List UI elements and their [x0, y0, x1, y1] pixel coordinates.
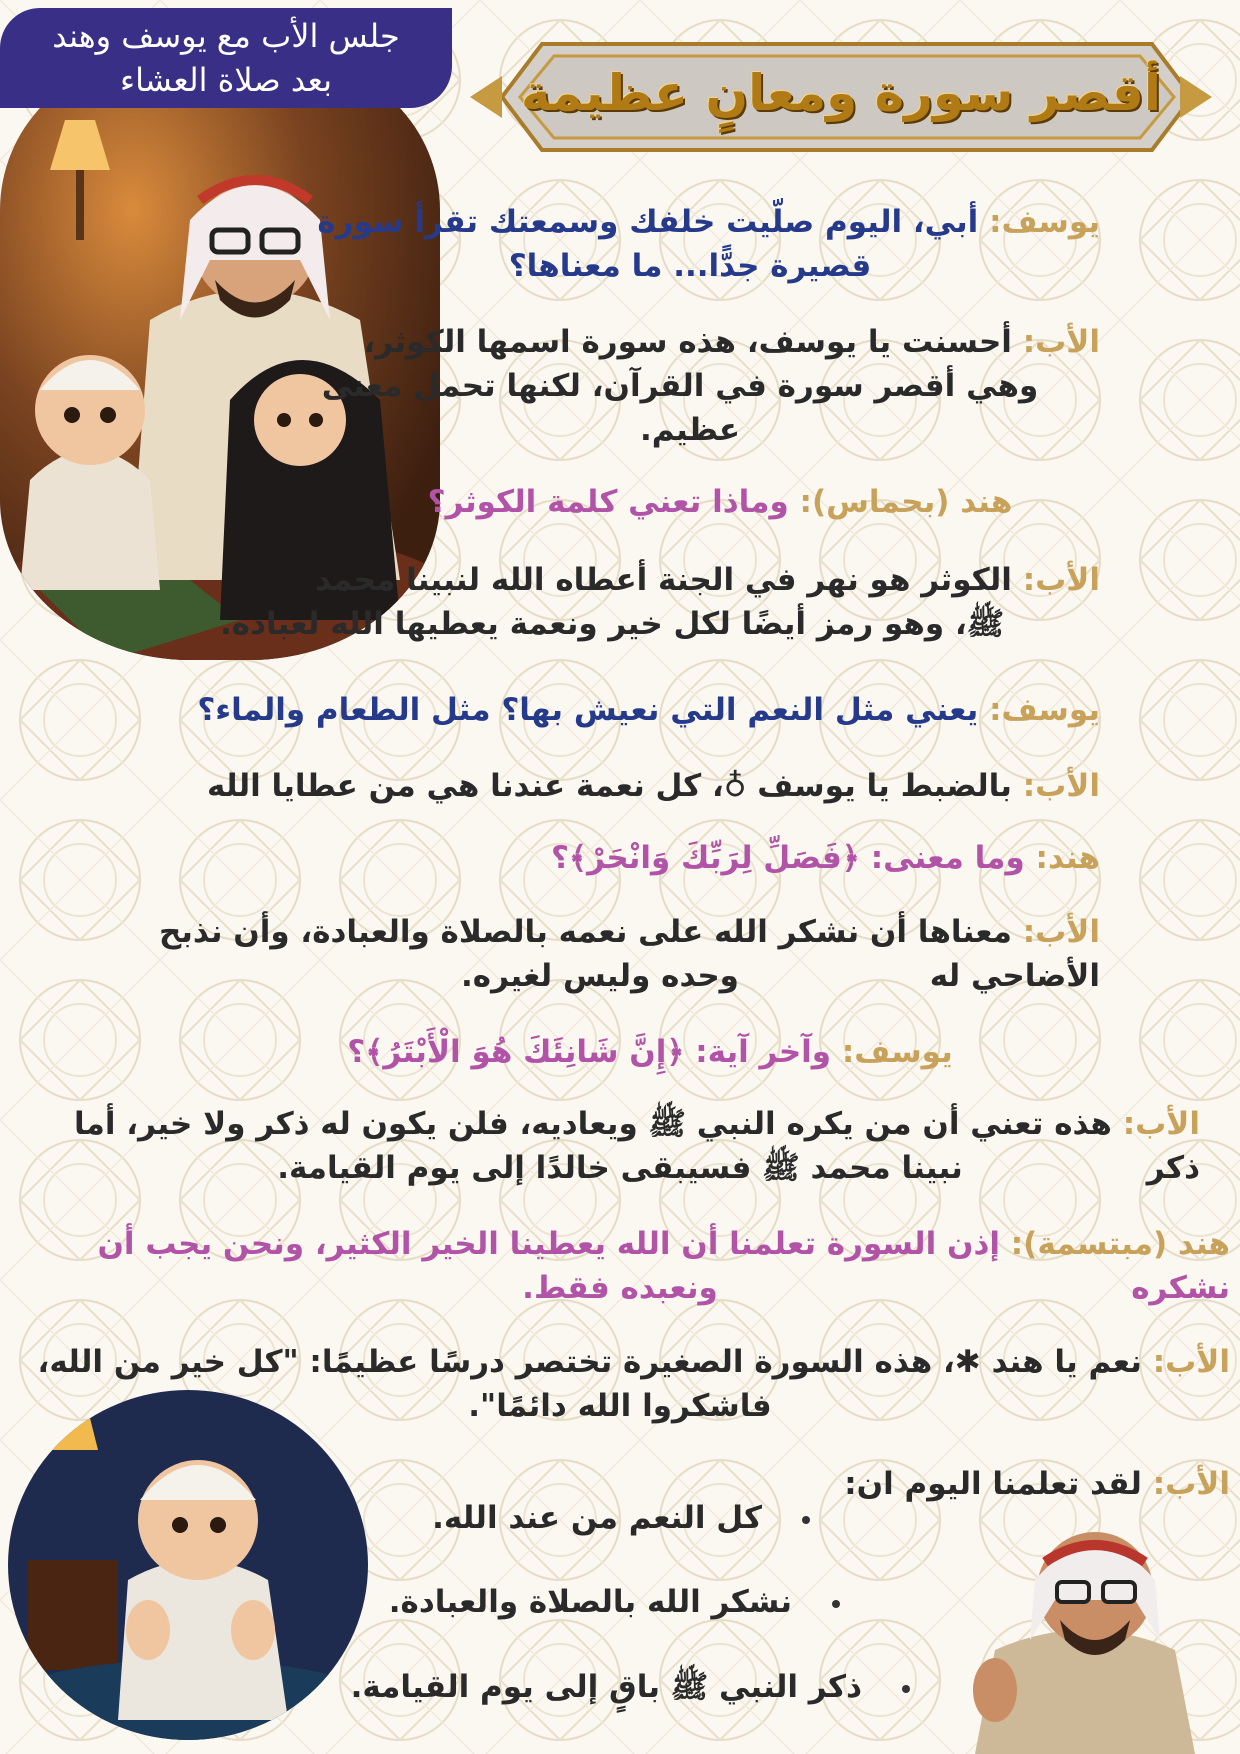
speaker-label: يوسف:: [989, 204, 1100, 240]
speaker-label: الأب:: [1152, 1466, 1230, 1502]
speaker-label: الأب:: [1022, 914, 1100, 950]
lesson-item: كل النعم من عند الله.: [432, 1500, 810, 1536]
dialogue-text: معناها أن نشكر الله على نعمه بالصلاة والعبادة، وأن نذبح الأضاحي له: [158, 914, 1100, 994]
speaker-label: الأب:: [1122, 1106, 1200, 1142]
dialogue-text: وما معنى: ﴿فَصَلِّ لِرَبِّكَ وَانْحَرْ﴾؟: [550, 840, 1025, 876]
dialogue-text: يعني مثل النعم التي نعيش بها؟ مثل الطعام والماء؟: [197, 692, 979, 728]
lesson-item: ذكر النبي ﷺ باقٍ إلى يوم القيامة.: [351, 1668, 910, 1713]
lesson-item: نشكر الله بالصلاة والعبادة.: [389, 1584, 840, 1620]
dialogue-text: وماذا تعني كلمة الكوثر؟: [427, 484, 789, 520]
page-title: أقصر سورة ومعانٍ عظيمة: [520, 64, 1162, 122]
bullet-icon: [802, 1516, 810, 1524]
speaker-label: الأب:: [1022, 562, 1100, 598]
dialogue-line-2c: عظيم.: [639, 412, 741, 448]
dialogue-text: وآخر آية: ﴿إِنَّ شَانِئَكَ هُوَ الْأَبْتَرُ﴾؟: [347, 1034, 832, 1070]
dialogue-line-8b: وحده وليس لغيره.: [461, 958, 739, 994]
speaker-label: يوسف:: [841, 1034, 953, 1070]
speaker-label: الأب:: [1022, 768, 1100, 804]
speaker-label: هند (مبتسمة):: [1010, 1226, 1230, 1262]
bullet-icon: [902, 1685, 910, 1693]
dialogue-text: لقد تعلمنا اليوم ان:: [844, 1466, 1142, 1502]
dialogue-text: نعم يا هند ✱، هذه السورة الصغيرة تختصر درسًا عظيمًا: "كل خير من الله،: [37, 1344, 1142, 1380]
dialogue-text: الكوثر هو نهر في الجنة أعطاه الله لنبينا محمد: [315, 562, 1012, 598]
badge-line-2: بعد صلاة العشاء: [120, 61, 332, 99]
dialogue-text: أبي، اليوم صلّيت خلفك وسمعتك تقرأ سورة: [317, 204, 979, 240]
bullet-icon: [832, 1600, 840, 1608]
dialogue-line-1b: قصيرة جدًّا... ما معناها؟: [508, 248, 872, 284]
dialogue-line-10b: نبينا محمد ﷺ فسيبقى خالدًا إلى يوم القيامة.: [277, 1150, 963, 1186]
dialogue-text: أحسنت يا يوسف، هذه سورة اسمها الكوثر،: [363, 324, 1012, 360]
scene-badge: [0, 8, 452, 108]
dialogue-line-4b: ﷺ، وهو رمز أيضًا لكل خير ونعمة يعطيها الله لعباده.: [220, 606, 1005, 642]
speaker-label: يوسف:: [989, 692, 1100, 728]
dialogue-text: إذن السورة تعلمنا أن الله يعطينا الخير الكثير، ونحن يجب أن نشكره: [97, 1226, 1230, 1306]
dialogue-line-11b: ونعبده فقط.: [522, 1270, 718, 1306]
dialogue-text: هذه تعني أن من يكره النبي ﷺ ويعاديه، فلن يكون له ذكر ولا خير، أما ذكر: [74, 1106, 1200, 1186]
speaker-label: الأب:: [1152, 1344, 1230, 1380]
dialogue-text: بالضبط يا يوسف ♁، كل نعمة عندنا هي من عطايا الله: [207, 768, 1012, 804]
dialogue-line-12b: فاشكروا الله دائمًا".: [468, 1388, 772, 1424]
speaker-label: هند (بحماس):: [799, 484, 1013, 520]
speaker-label: هند:: [1035, 840, 1100, 876]
speaker-label: الأب:: [1022, 324, 1100, 360]
dialogue-line-2b: وهي أقصر سورة في القرآن، لكنها تحمل معنى: [321, 368, 1039, 404]
badge-line-1: جلس الأب مع يوسف وهند: [52, 17, 400, 55]
